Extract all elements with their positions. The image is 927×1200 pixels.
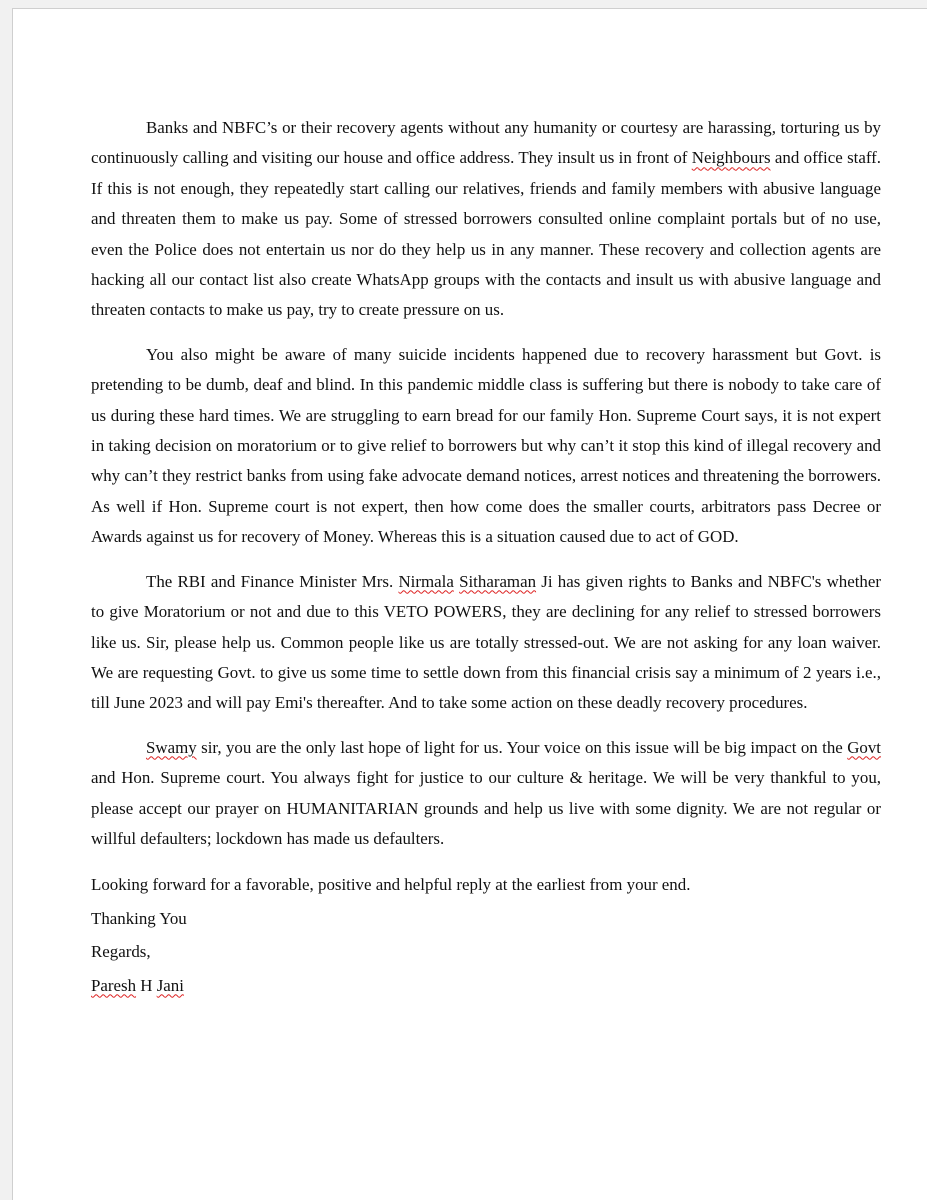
closing-line: Looking forward for a favorable, positive and helpful reply at the earliest from your end. bbox=[91, 875, 691, 895]
letter-body bbox=[91, 113, 881, 1002]
paragraph-recovery-harassment: Banks and NBFC’s or their recovery agents without any humanity or courtesy are harassing, torturing us by continuously calling and visiting our house and office address. They insult us in front of Neighbours and office staff. If this is not enough, they repeatedly start calling our relatives, friends and family members with abusive language and threaten them to make us pay. Some of stressed borrowers consulted online complaint portals but of no use, even the Police does not entertain us nor do they help us in any manner. These recovery and collection agents are hacking all our contact list also create WhatsApp groups with the contacts and insult us with abusive language and threaten contacts to make us pay, try to create pressure on us. bbox=[91, 118, 881, 320]
paragraph-appeal-to-swamy: Swamy sir, you are the only last hope of light for us. Your voice on this issue will be big impact on the Govt and Hon. Supreme court. You always fight for justice to our culture & heritage. We will be very thankful to you, please accept our prayer on HUMANITARIAN grounds and help us live with some dignity. We are not regular or willful defaulters; lockdown has made us defaulters. bbox=[91, 737, 881, 848]
spellcheck-word: Neighbours bbox=[691, 148, 771, 168]
spellcheck-word: Jani bbox=[156, 975, 184, 995]
signature-name: Paresh H Jani bbox=[91, 975, 184, 995]
spellcheck-word: Govt bbox=[847, 737, 881, 757]
spellcheck-word: Nirmala bbox=[398, 571, 454, 591]
regards-line: Regards, bbox=[91, 942, 151, 962]
spellcheck-word: Paresh bbox=[91, 975, 137, 995]
paragraph-moratorium-request: The RBI and Finance Minister Mrs. Nirmala Sitharaman Ji has given rights to Banks and NBFC's whether to give Moratorium or not and due to this VETO POWERS, they are declining for any relief to stressed borrowers like us. Sir, please help us. Common people like us are totally stressed-out. We are not asking for any loan waiver. We are requesting Govt. to give us some time to settle down from this financial crisis say a minimum of 2 years i.e., till June 2023 and will pay Emi's thereafter. And to take some action on these deadly recovery procedures. bbox=[91, 571, 881, 713]
thanking-line: Thanking You bbox=[91, 908, 187, 928]
spellcheck-word: Swamy bbox=[146, 737, 197, 757]
paragraph-suicide-incidents: You also might be aware of many suicide incidents happened due to recovery harassment but Govt. is pretending to be dumb, deaf and blind. In this pandemic middle class is suffering but there is nobody to take care of us during these hard times. We are struggling to earn bread for our family Hon. Supreme Court says, it is not expert in taking decision on moratorium or to give relief to borrowers but why can’t it stop this kind of illegal recovery and why can’t they restrict banks from using fake advocate demand notices, arrest notices and threatening the borrowers. As well if Hon. Supreme court is not expert, then how come does the smaller courts, arbitrators pass Decree or Awards against us for recovery of Money. Whereas this is a situation caused due to act of GOD. bbox=[91, 344, 881, 547]
spellcheck-word: Sitharaman bbox=[459, 571, 537, 591]
document-page bbox=[12, 8, 927, 1200]
